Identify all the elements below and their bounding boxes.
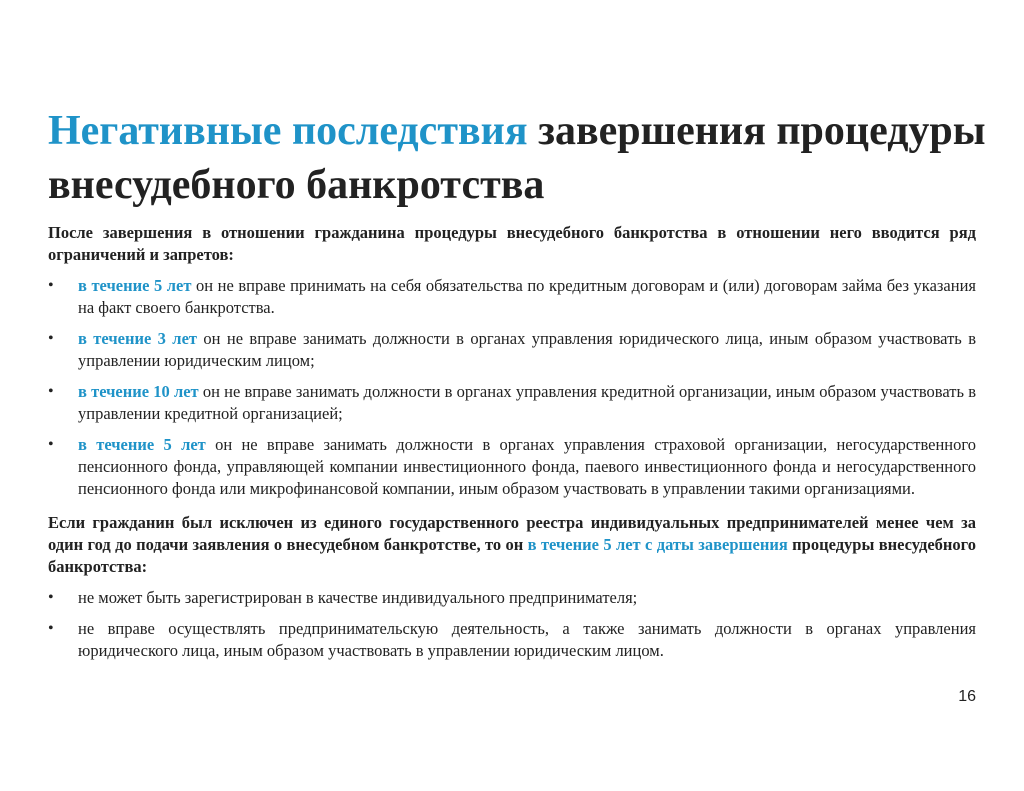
bullet-icon: • (48, 436, 54, 453)
bullet-icon: • (48, 383, 54, 400)
list-item-text: он не вправе занимать должности в органах управления юридического лица, иным образом участвовать в управлении юридическим лицом; (78, 329, 976, 370)
list-item (48, 618, 976, 662)
list-item-text: он не вправе занимать должности в органах управления кредитной организации, иным образом участвовать в управлении кредитной организацией; (78, 382, 976, 423)
page-title (48, 104, 988, 212)
period-highlight: в течение 10 лет (78, 382, 199, 401)
title-accent: Негативные последствия (48, 108, 528, 154)
list-item-text: он не вправе принимать на себя обязательства по кредитным договорам и (или) договорам займа без указания на факт своего банкротства. (78, 276, 976, 317)
slide-content (48, 222, 976, 662)
list-item (48, 381, 976, 425)
ip-restrictions-list (48, 587, 976, 662)
lead-paragraph-1: После завершения в отношении гражданина процедуры внесудебного банкротства в отношении него вводится ряд ограничений и запретов: (48, 223, 976, 264)
period-highlight: в течение 3 лет (78, 329, 197, 348)
bullet-icon: • (48, 589, 54, 606)
lead-paragraph-2 (48, 512, 976, 578)
list-item (48, 434, 976, 500)
restrictions-list (48, 275, 976, 500)
title-rest: завершения процедуры внесудебного банкротства (48, 108, 986, 208)
list-item-text: он не вправе занимать должности в органах управления страховой организации, негосударственного пенсионного фонда, управляющей компании инвестиционного фонда, паевого инвестиционного фонда и негосударственного пенсионного фонда или микрофинансовой компании, иным образом участвовать в управлении такими организациями. (78, 435, 976, 498)
lead2-after: процедуры внесудебного банкротства: (48, 535, 977, 576)
lead2-before: Если гражданин был исключен из единого государственного реестра индивидуальных предпринимателей менее чем за один год до подачи заявления о внесудебном банкротстве, то он (48, 513, 976, 554)
list-item-text: не может быть зарегистрирован в качестве индивидуального предпринимателя; (78, 588, 638, 607)
bullet-icon: • (48, 330, 54, 347)
list-item (48, 275, 976, 319)
bullet-icon: • (48, 277, 54, 294)
list-item (48, 328, 976, 372)
period-highlight: в течение 5 лет (78, 276, 192, 295)
lead2-accent: в течение 5 лет с даты завершения (527, 535, 788, 554)
period-highlight: в течение 5 лет (78, 435, 206, 454)
bullet-icon: • (48, 620, 54, 637)
list-item (48, 587, 976, 609)
list-item-text: не вправе осуществлять предпринимательскую деятельность, а также занимать должности в органах управления юридического лица, иным образом участвовать в управлении юридическим лицом. (78, 619, 976, 660)
page-number: 16 (958, 688, 976, 705)
